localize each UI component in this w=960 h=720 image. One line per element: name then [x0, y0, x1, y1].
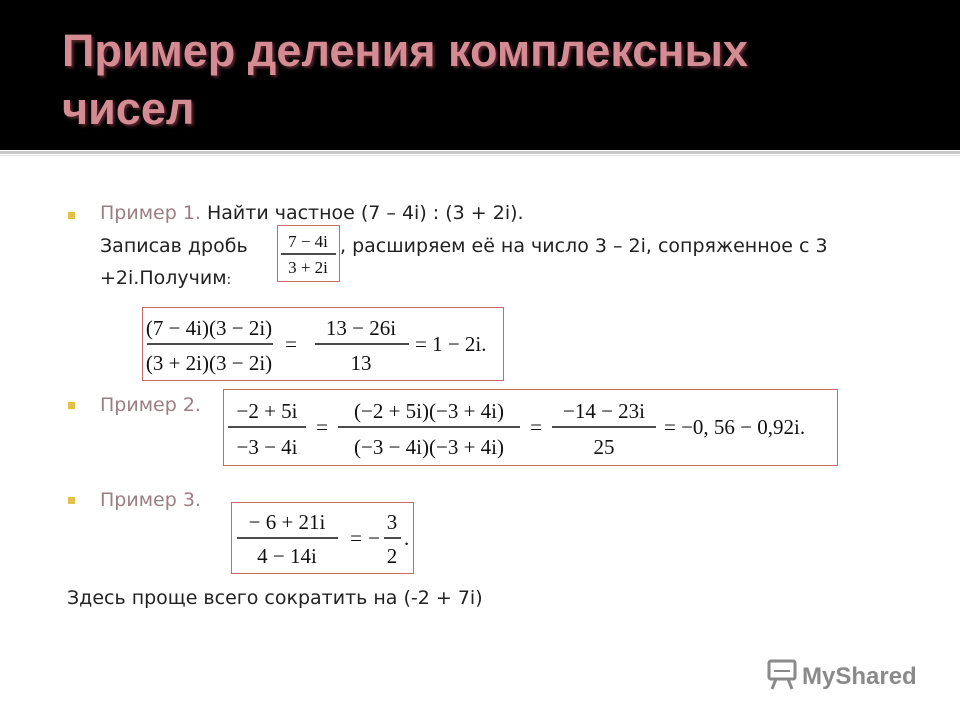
closing-note: Здесь проще всего сократить на (-2 + 7i)	[67, 587, 483, 609]
svg-text:−: −	[368, 526, 380, 550]
header-divider	[0, 151, 960, 154]
myshared-logo	[766, 658, 936, 696]
formula-example-1	[142, 307, 504, 381]
example-2-label: Пример 2.	[100, 394, 201, 416]
eq1-denominator-2: 13	[350, 351, 372, 375]
bullet-example-2	[68, 402, 75, 409]
eq3-numerator-2: 3	[386, 510, 398, 534]
slide-title	[62, 22, 922, 138]
svg-text:.: .	[404, 526, 410, 550]
eq2-denominator-2: (−3 − 4i)(−3 + 4i)	[353, 435, 505, 459]
example-3-label: Пример 3.	[100, 489, 201, 511]
example-1-label: Пример 1.	[100, 202, 201, 224]
title-line-2: чисел	[62, 83, 195, 134]
example-1-line-1	[100, 198, 524, 228]
formula-example-3	[231, 502, 414, 574]
presentation-board-icon	[769, 661, 795, 689]
fraction-numerator: 7 − 4i	[288, 232, 328, 251]
svg-text:=: =	[285, 332, 297, 356]
eq2-denominator-1: −3 − 4i	[236, 435, 298, 459]
eq3-denominator-1: 4 − 14i	[257, 544, 317, 568]
title-bar	[0, 0, 960, 150]
header-divider-thin	[0, 155, 960, 156]
eq1-numerator-2: 13 − 26i	[325, 316, 397, 340]
eq2-numerator-2: (−2 + 5i)(−3 + 4i)	[353, 399, 505, 423]
eq2-numerator-3: −14 − 23i	[562, 399, 646, 423]
bullet-example-3	[68, 497, 75, 504]
example-1-line-2-start: Записав дробь	[100, 235, 248, 257]
bullet-example-1	[68, 212, 75, 219]
watermark-text: MyShared	[802, 663, 917, 690]
eq1-numerator: (7 − 4i)(3 − 2i)	[145, 316, 273, 340]
svg-text:=: =	[316, 415, 328, 439]
eq1-result: = 1 − 2i.	[415, 332, 487, 356]
eq2-result: = −0, 56 − 0,92i.	[664, 415, 806, 439]
title-line-1: Пример деления комплексных	[62, 25, 748, 76]
fraction-denominator: 3 + 2i	[288, 258, 328, 277]
svg-text:=: =	[350, 526, 362, 550]
formula-example-2	[223, 389, 838, 466]
fraction-inline	[277, 225, 340, 282]
svg-text:=: =	[530, 415, 542, 439]
eq3-denominator-2: 2	[386, 544, 398, 568]
eq1-denominator: (3 + 2i)(3 − 2i)	[145, 351, 273, 375]
example-1-task: Найти частное (7 – 4i) : (3 + 2i).	[200, 202, 524, 224]
example-1-line-2-end: , расширяем её на число 3 – 2i, сопряженное с 3	[340, 235, 828, 257]
eq3-numerator-1: − 6 + 21i	[248, 510, 326, 534]
eq2-numerator-1: −2 + 5i	[236, 399, 298, 423]
example-1-line-3: +2i.Получим:	[100, 267, 232, 289]
eq2-denominator-3: 25	[593, 435, 615, 459]
